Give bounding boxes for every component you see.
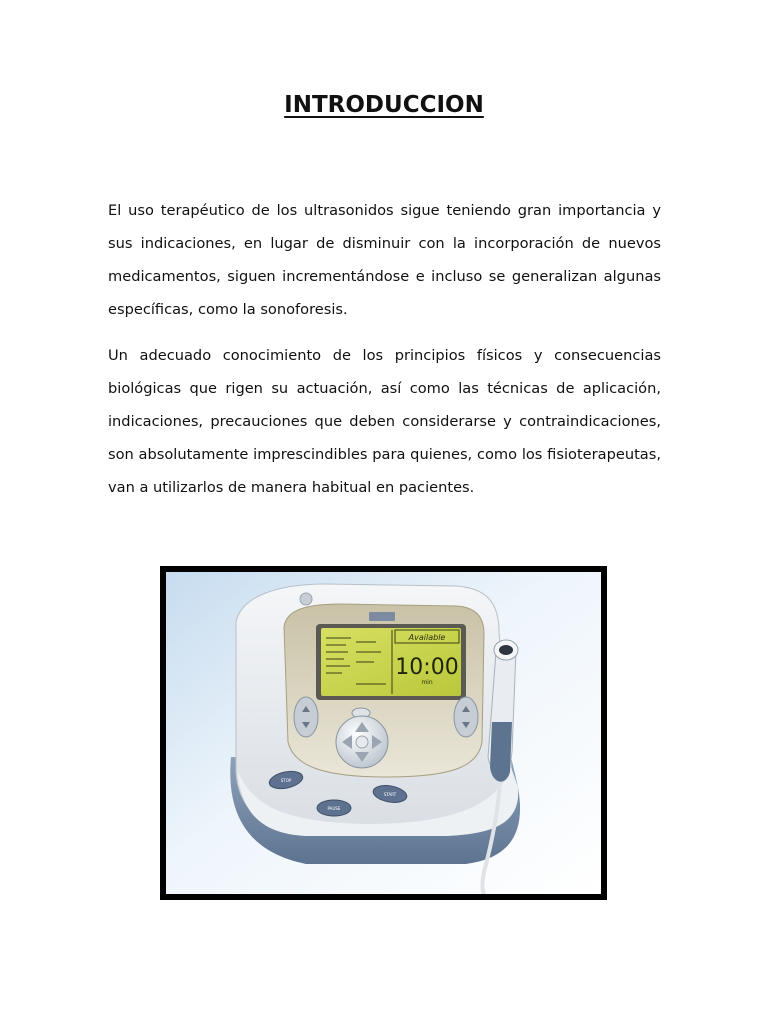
left-arrow-buttons[interactable] xyxy=(294,697,318,737)
intro-paragraph-2: Un adecuado conocimiento de los principios físicos y consecuencias biológicas que rigen su actuación, así como las técnicas de aplicación, indicaciones, precauciones que deben considerarse y contraindicaciones, son absolutamente imprescindibles para quienes, como los fisioterapeutas, van a utilizarlos de manera habitual en pacientes. xyxy=(108,347,661,496)
svg-text:PAUSE: PAUSE xyxy=(327,806,341,811)
ultrasound-device-photo xyxy=(160,566,607,900)
lcd-status-text: Available xyxy=(408,633,446,642)
pause-button[interactable] xyxy=(317,800,351,816)
page-title: INTRODUCCION xyxy=(284,92,484,118)
brand-logo-icon xyxy=(300,593,312,605)
right-arrow-buttons[interactable] xyxy=(454,697,478,737)
intro-paragraph-1: El uso terapéutico de los ultrasonidos sigue teniendo gran importancia y sus indicaciones, en lugar de disminuir con la incorporación de nuevos medicamentos, siguen incrementándose e incluso se generalizan algunas específicas, como la sonoforesis. xyxy=(108,202,661,318)
direction-dial[interactable] xyxy=(336,716,388,768)
svg-text:START: START xyxy=(383,792,397,797)
brand-badge xyxy=(369,612,395,621)
lcd-timer-unit: min xyxy=(421,679,433,686)
lcd-timer: 10:00 xyxy=(395,655,459,680)
svg-text:STOP: STOP xyxy=(280,778,292,783)
